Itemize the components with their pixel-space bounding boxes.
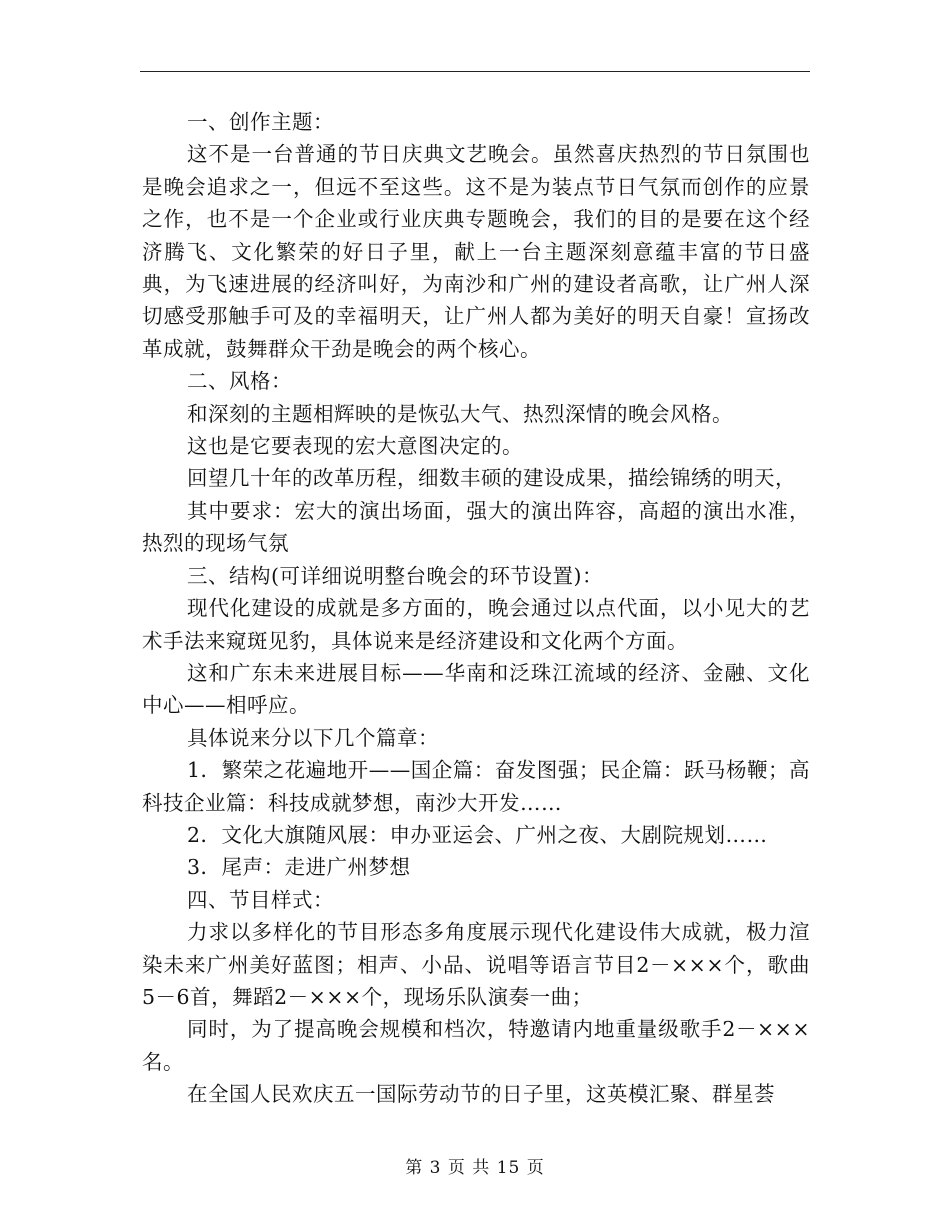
page-footer: 第 3 页 共 15 页: [405, 1158, 545, 1178]
paragraph: 具体说来分以下几个篇章：: [187, 725, 439, 750]
paragraph: 2．文化大旗随风展：申办亚运会、广州之夜、大剧院规划……: [187, 822, 768, 847]
paragraph: 四、节目样式：: [187, 887, 334, 912]
paragraph: 同时，为了提高晚会规模和档次，特邀请内地重量级歌手2－×××名。: [142, 1017, 810, 1074]
paragraph: 三、结构(可详细说明整台晚会的环节设置)：: [187, 563, 603, 588]
paragraph: 1．繁荣之花遍地开——国企篇：奋发图强；民企篇：跃马杨鞭；高科技企业篇：科技成就梦想，南沙大开发……: [142, 758, 810, 815]
paragraph: 这不是一台普通的节日庆典文艺晚会。虽然喜庆热烈的节日氛围也是晚会追求之一，但远不至这些。这不是为装点节日气氛而创作的应景之作，也不是一个企业或行业庆典专题晚会，我们的目的是要在这个经济腾飞、文化繁荣的好日子里，献上一台主题深刻意蕴丰富的节日盛典，为飞速进展的经济叫好，为南沙和广州的建设者高歌，让广州人深切感受那触手可及的幸福明天，让广州人都为美好的明天自豪！宣扬改革成就，鼓舞群众干劲是晚会的两个核心。: [142, 142, 810, 361]
paragraph: 和深刻的主题相辉映的是恢弘大气、热烈深情的晚会风格。: [187, 401, 733, 426]
paragraph: 一、创作主题：: [187, 110, 334, 134]
paragraph: 这和广东未来进展目标——华南和泛珠江流域的经济、金融、文化中心——相呼应。: [142, 660, 810, 718]
paragraph: 力求以多样化的节目形态多角度展示现代化建设伟大成就，极力渲染未来广州美好蓝图；相声、小品、说唱等语言节目2－×××个，歌曲5－6首，舞蹈2－×××个，现场乐队演奏一曲；: [142, 920, 810, 1009]
paragraph: 现代化建设的成就是多方面的，晚会通过以点代面，以小见大的艺术手法来窥斑见豹，具体说来是经济建设和文化两个方面。: [142, 596, 810, 653]
header-rule: [140, 71, 810, 72]
document-body: [142, 106, 810, 1111]
paragraph: 3．尾声：走进广州梦想: [187, 855, 411, 880]
paragraph: 在全国人民欢庆五一国际劳动节的日子里，这英模汇聚、群星荟: [187, 1082, 775, 1107]
paragraph: 这也是它要表现的宏大意图决定的。: [187, 434, 523, 459]
paragraph: 回望几十年的改革历程，细数丰硕的建设成果，描绘锦绣的明天，: [187, 466, 796, 491]
paragraph: 二、风格：: [187, 369, 292, 394]
paragraph: 其中要求：宏大的演出场面，强大的演出阵容，高超的演出水准，热烈的现场气氛: [142, 498, 810, 556]
